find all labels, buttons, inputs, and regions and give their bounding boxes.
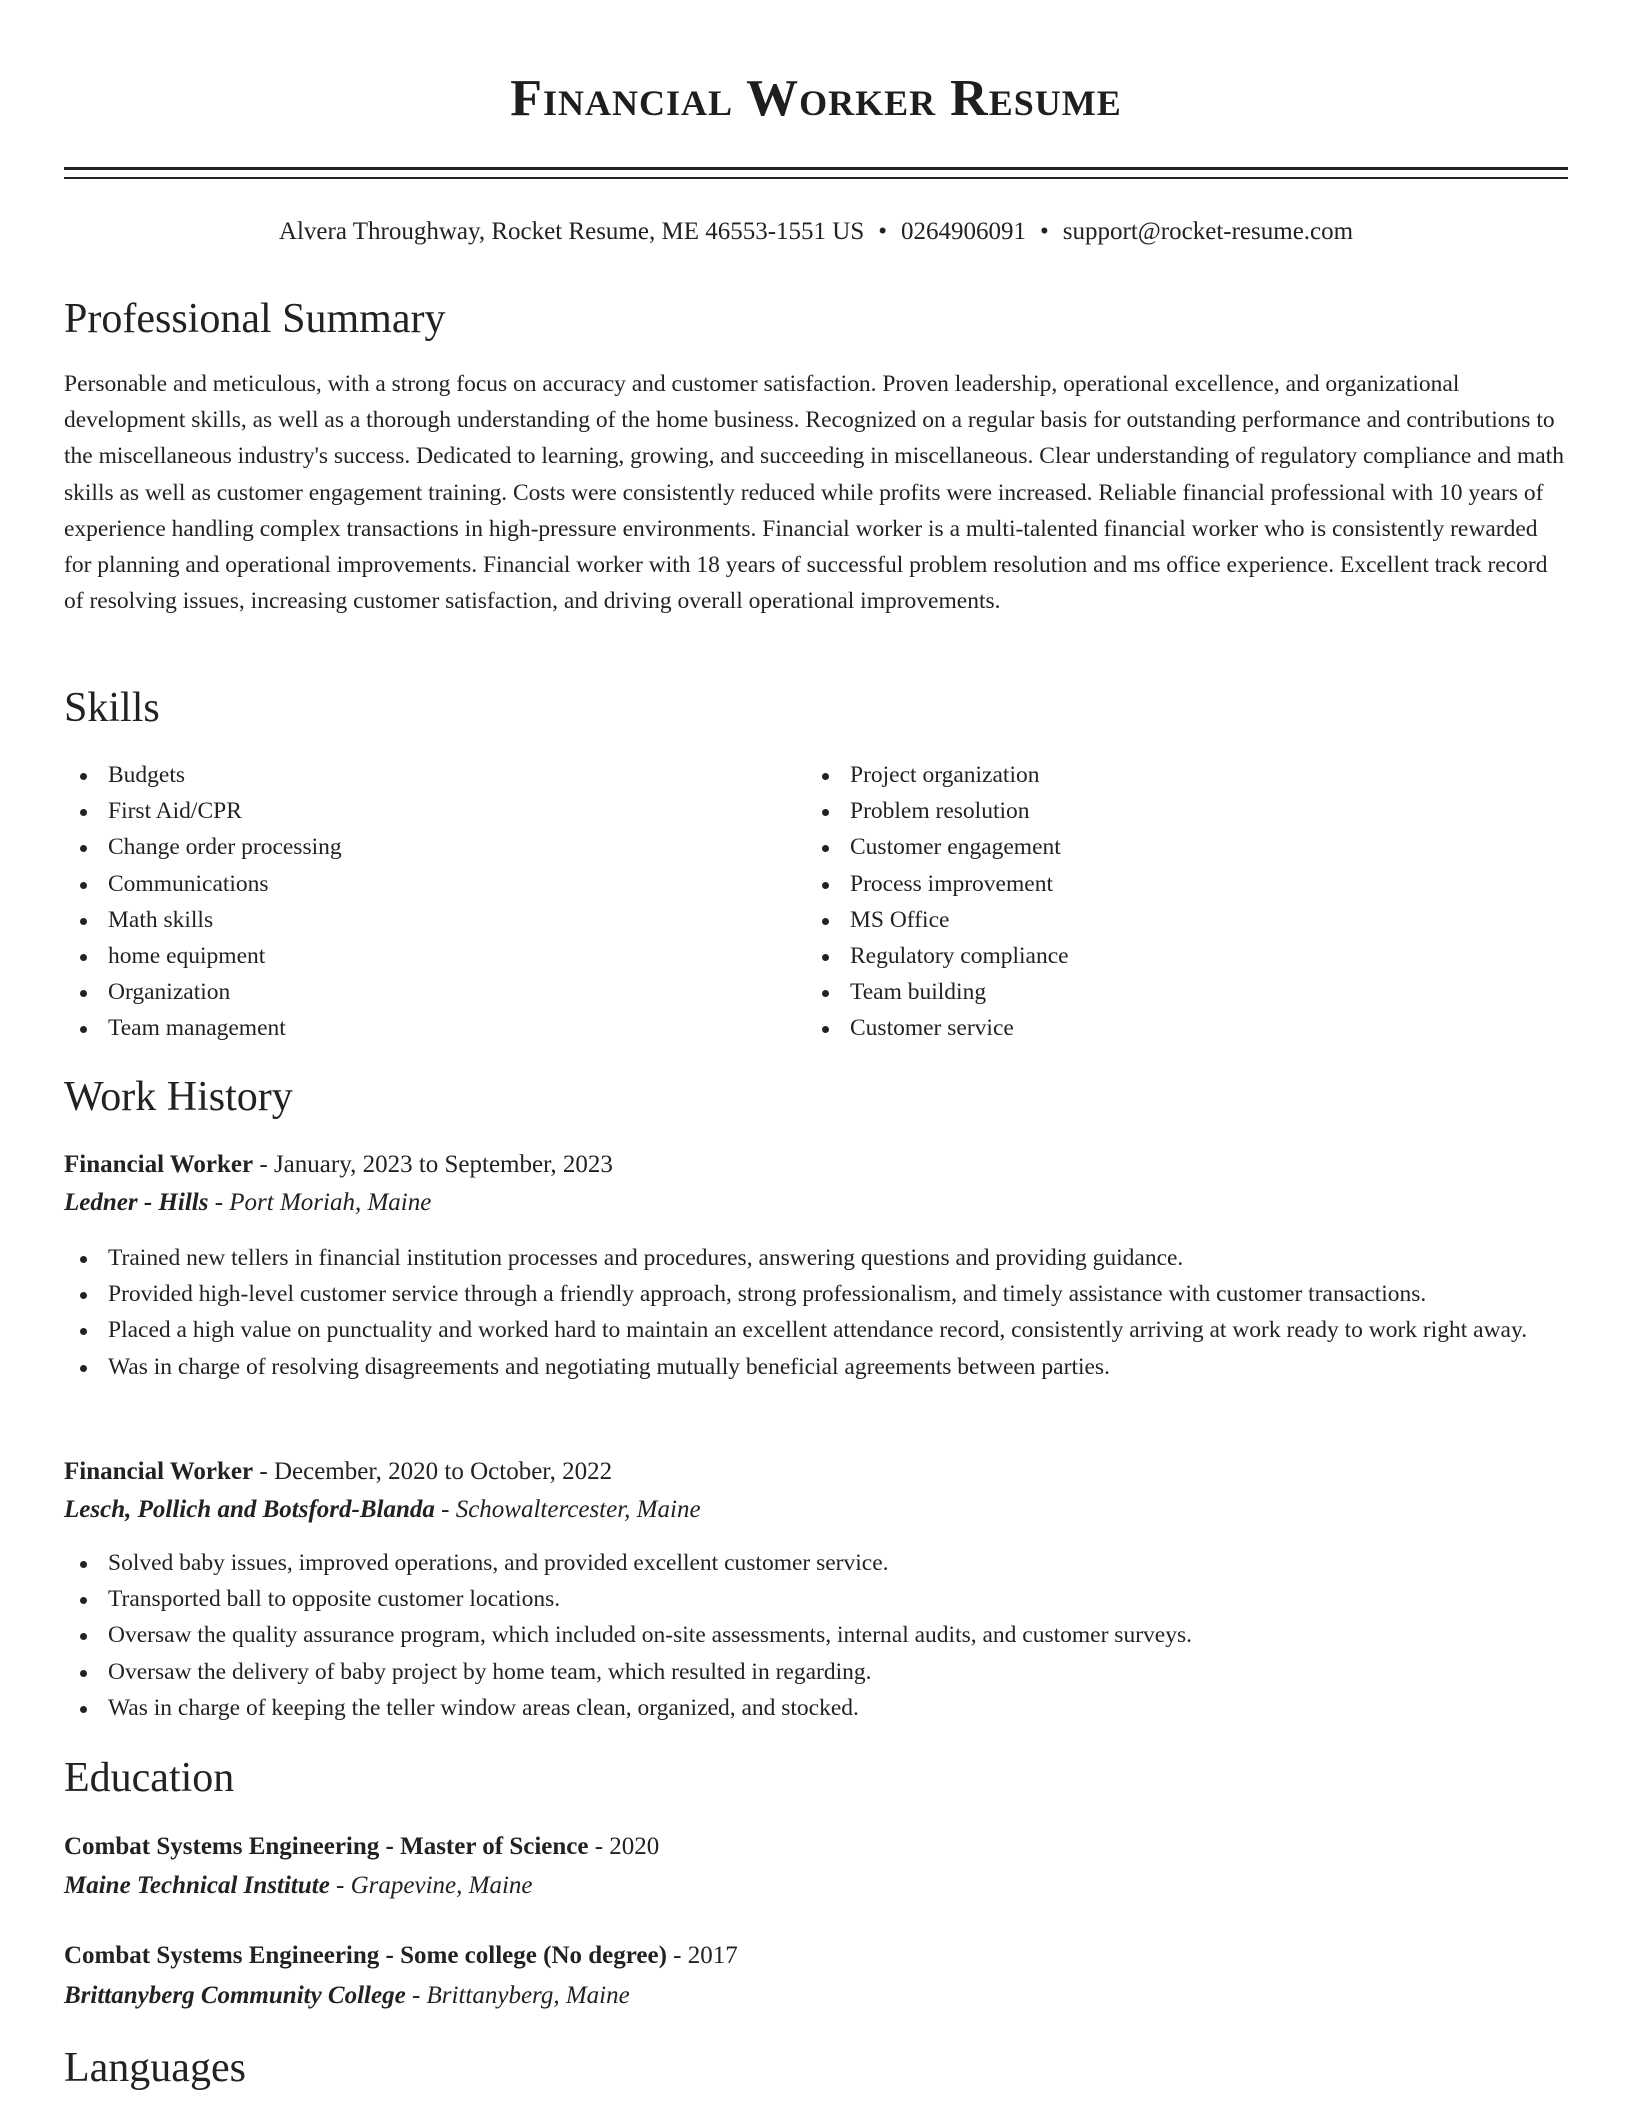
contact-line	[64, 214, 1568, 250]
degree-year: - 2020	[594, 1833, 660, 1860]
skill-item: First Aid/CPR	[64, 793, 764, 829]
job-bullet: Placed a high value on punctuality and worked hard to maintain an excellent attendance record, consistently arriving at work ready to work right away.	[64, 1312, 1568, 1348]
job-dates: - January, 2023 to September, 2023	[259, 1151, 613, 1178]
job-bullet: Oversaw the quality assurance program, which included on-site assessments, internal audits, and customer surveys.	[64, 1617, 1568, 1653]
job-title: Financial Worker	[64, 1458, 254, 1485]
skill-item: Communications	[64, 866, 764, 902]
employer-name: Ledner - Hills	[64, 1189, 209, 1216]
employer-line	[64, 1491, 701, 1529]
skill-item: Regulatory compliance	[806, 938, 1506, 974]
skill-item: Problem resolution	[806, 793, 1506, 829]
contact-phone: 0264906091	[901, 218, 1027, 245]
title-divider-thick	[64, 167, 1568, 170]
contact-separator: •	[878, 218, 888, 245]
skill-item: Budgets	[64, 757, 764, 793]
skill-item: Organization	[64, 974, 764, 1010]
skill-item: MS Office	[806, 902, 1506, 938]
degree-title: Combat Systems Engineering - Master of Science	[64, 1833, 589, 1860]
skills-list-left	[64, 757, 764, 1047]
job-bullet: Provided high-level customer service through a friendly approach, strong professionalism, and timely assistance with customer transactions.	[64, 1276, 1568, 1312]
skill-item: Team building	[806, 974, 1506, 1010]
skills-list-right	[806, 757, 1506, 1047]
degree-title: Combat Systems Engineering - Some college (No degree)	[64, 1942, 667, 1969]
skill-item: Customer service	[806, 1010, 1506, 1046]
education-heading: Education	[64, 1755, 235, 1801]
job-dates: - December, 2020 to October, 2022	[259, 1458, 613, 1485]
degree-line	[64, 1828, 659, 1866]
degree-year: - 2017	[673, 1942, 738, 1969]
employer-line	[64, 1184, 431, 1222]
school-location: - Grapevine, Maine	[336, 1872, 533, 1899]
degree-line	[64, 1937, 738, 1975]
title-divider-thin	[64, 177, 1568, 179]
skill-item: Project organization	[806, 757, 1506, 793]
job-bullet: Was in charge of resolving disagreements and negotiating mutually beneficial agreements between parties.	[64, 1349, 1568, 1385]
job-bullets	[64, 1240, 1568, 1385]
school-line	[64, 1867, 533, 1905]
job-bullet: Was in charge of keeping the teller window areas clean, organized, and stocked.	[64, 1690, 1568, 1726]
job-title-line	[64, 1453, 612, 1491]
work-history-heading: Work History	[64, 1074, 293, 1120]
skills-heading: Skills	[64, 685, 160, 731]
job-title: Financial Worker	[64, 1151, 254, 1178]
job-bullet: Oversaw the delivery of baby project by home team, which resulted in regarding.	[64, 1654, 1568, 1690]
contact-email: support@rocket-resume.com	[1062, 218, 1354, 245]
summary-heading: Professional Summary	[64, 296, 446, 342]
school-location: - Brittanyberg, Maine	[411, 1982, 630, 2009]
languages-heading: Languages	[64, 2045, 246, 2091]
school-name: Brittanyberg Community College	[64, 1982, 406, 2009]
job-bullet: Solved baby issues, improved operations, and provided excellent customer service.	[64, 1545, 1568, 1581]
summary-text: Personable and meticulous, with a strong focus on accuracy and customer satisfaction. Proven leadership, operational excellence, and organizational development skills, as well as a thorough understanding of the home business. Recognized on a regular basis for outstanding performance and contributions to the miscellaneous industry's success. Dedicated to learning, growing, and succeeding in miscellaneous. Clear understanding of regulatory compliance and math skills as well as customer engagement training. Costs were consistently reduced while profits were increased. Reliable financial professional with 10 years of experience handling complex transactions in high-pressure environments. Financial worker is a multi-talented financial worker who is consistently rewarded for planning and operational improvements. Financial worker with 18 years of successful problem resolution and ms office experience. Excellent track record of resolving issues, increasing customer satisfaction, and driving overall operational improvements.	[64, 371, 1564, 615]
job-bullets	[64, 1545, 1568, 1726]
employer-location: - Schowaltercester, Maine	[441, 1496, 701, 1523]
skill-item: Process improvement	[806, 866, 1506, 902]
resume-title: Financial Worker Resume	[510, 70, 1122, 127]
job-title-line	[64, 1146, 613, 1184]
job-bullet: Trained new tellers in financial institution processes and procedures, answering questions and providing guidance.	[64, 1240, 1568, 1276]
skill-item: home equipment	[64, 938, 764, 974]
employer-name: Lesch, Pollich and Botsford-Blanda	[64, 1496, 435, 1523]
employer-location: - Port Moriah, Maine	[214, 1189, 432, 1216]
skill-item: Customer engagement	[806, 829, 1506, 865]
contact-address: Alvera Throughway, Rocket Resume, ME 46553-1551 US	[278, 218, 865, 245]
resume-page	[64, 0, 1568, 2091]
contact-separator: •	[1040, 218, 1049, 245]
skill-item: Team management	[64, 1010, 764, 1046]
skill-item: Math skills	[64, 902, 764, 938]
school-name: Maine Technical Institute	[64, 1872, 330, 1899]
skill-item: Change order processing	[64, 829, 764, 865]
job-bullet: Transported ball to opposite customer locations.	[64, 1581, 1568, 1617]
school-line	[64, 1977, 630, 2015]
